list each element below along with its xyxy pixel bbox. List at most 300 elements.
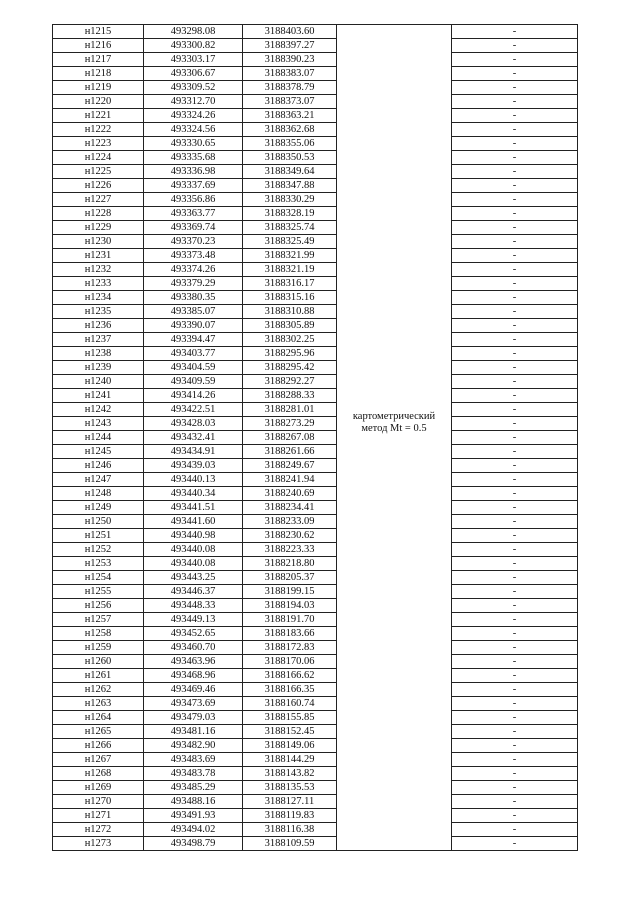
y-coordinate-cell: 3188310.88 bbox=[243, 305, 337, 319]
table-row bbox=[53, 333, 578, 347]
x-coordinate-cell: 493409.59 bbox=[144, 375, 243, 389]
y-coordinate-cell: 3188315.16 bbox=[243, 291, 337, 305]
point-number-cell: н1254 bbox=[53, 571, 144, 585]
y-coordinate-cell: 3188149.06 bbox=[243, 739, 337, 753]
point-number-cell: н1235 bbox=[53, 305, 144, 319]
y-coordinate-cell: 3188292.27 bbox=[243, 375, 337, 389]
y-coordinate-cell: 3188325.74 bbox=[243, 221, 337, 235]
x-coordinate-cell: 493498.79 bbox=[144, 837, 243, 851]
x-coordinate-cell: 493336.98 bbox=[144, 165, 243, 179]
x-coordinate-cell: 493452.65 bbox=[144, 627, 243, 641]
x-coordinate-cell: 493306.67 bbox=[144, 67, 243, 81]
y-coordinate-cell: 3188233.09 bbox=[243, 515, 337, 529]
point-number-cell: н1232 bbox=[53, 263, 144, 277]
table-row bbox=[53, 347, 578, 361]
table-row bbox=[53, 487, 578, 501]
y-coordinate-cell: 3188302.25 bbox=[243, 333, 337, 347]
x-coordinate-cell: 493373.48 bbox=[144, 249, 243, 263]
note-dash-cell: - bbox=[452, 277, 578, 291]
table-row bbox=[53, 319, 578, 333]
x-coordinate-cell: 493414.26 bbox=[144, 389, 243, 403]
note-dash-cell: - bbox=[452, 501, 578, 515]
y-coordinate-cell: 3188199.15 bbox=[243, 585, 337, 599]
y-coordinate-cell: 3188172.83 bbox=[243, 641, 337, 655]
note-dash-cell: - bbox=[452, 207, 578, 221]
note-dash-cell: - bbox=[452, 165, 578, 179]
x-coordinate-cell: 493300.82 bbox=[144, 39, 243, 53]
point-number-cell: н1229 bbox=[53, 221, 144, 235]
note-dash-cell: - bbox=[452, 221, 578, 235]
point-number-cell: н1246 bbox=[53, 459, 144, 473]
note-dash-cell: - bbox=[452, 697, 578, 711]
x-coordinate-cell: 493463.96 bbox=[144, 655, 243, 669]
point-number-cell: н1249 bbox=[53, 501, 144, 515]
point-number-cell: н1224 bbox=[53, 151, 144, 165]
point-number-cell: н1255 bbox=[53, 585, 144, 599]
note-dash-cell: - bbox=[452, 109, 578, 123]
table-row bbox=[53, 711, 578, 725]
point-number-cell: н1228 bbox=[53, 207, 144, 221]
note-dash-cell: - bbox=[452, 459, 578, 473]
note-dash-cell: - bbox=[452, 305, 578, 319]
point-number-cell: н1257 bbox=[53, 613, 144, 627]
table-row bbox=[53, 151, 578, 165]
y-coordinate-cell: 3188135.53 bbox=[243, 781, 337, 795]
table-row bbox=[53, 641, 578, 655]
note-dash-cell: - bbox=[452, 669, 578, 683]
note-dash-cell: - bbox=[452, 235, 578, 249]
note-dash-cell: - bbox=[452, 571, 578, 585]
point-number-cell: н1238 bbox=[53, 347, 144, 361]
table-row bbox=[53, 123, 578, 137]
y-coordinate-cell: 3188397.27 bbox=[243, 39, 337, 53]
note-dash-cell: - bbox=[452, 53, 578, 67]
table-row bbox=[53, 585, 578, 599]
note-dash-cell: - bbox=[452, 585, 578, 599]
note-dash-cell: - bbox=[452, 725, 578, 739]
y-coordinate-cell: 3188166.35 bbox=[243, 683, 337, 697]
y-coordinate-cell: 3188170.06 bbox=[243, 655, 337, 669]
table-row bbox=[53, 25, 578, 39]
note-dash-cell: - bbox=[452, 249, 578, 263]
y-coordinate-cell: 3188403.60 bbox=[243, 25, 337, 39]
table-row bbox=[53, 599, 578, 613]
x-coordinate-cell: 493491.93 bbox=[144, 809, 243, 823]
x-coordinate-cell: 493440.08 bbox=[144, 557, 243, 571]
table-row bbox=[53, 515, 578, 529]
table-row bbox=[53, 683, 578, 697]
point-number-cell: н1260 bbox=[53, 655, 144, 669]
point-number-cell: н1256 bbox=[53, 599, 144, 613]
table-row bbox=[53, 81, 578, 95]
table-row bbox=[53, 95, 578, 109]
table-row bbox=[53, 417, 578, 431]
x-coordinate-cell: 493404.59 bbox=[144, 361, 243, 375]
x-coordinate-cell: 493374.26 bbox=[144, 263, 243, 277]
method-note-line1: картометрический bbox=[352, 411, 436, 422]
point-number-cell: н1225 bbox=[53, 165, 144, 179]
table-row bbox=[53, 781, 578, 795]
x-coordinate-cell: 493440.34 bbox=[144, 487, 243, 501]
table-row bbox=[53, 263, 578, 277]
y-coordinate-cell: 3188373.07 bbox=[243, 95, 337, 109]
point-number-cell: н1216 bbox=[53, 39, 144, 53]
x-coordinate-cell: 493488.16 bbox=[144, 795, 243, 809]
point-number-cell: н1261 bbox=[53, 669, 144, 683]
note-dash-cell: - bbox=[452, 389, 578, 403]
note-dash-cell: - bbox=[452, 39, 578, 53]
y-coordinate-cell: 3188261.66 bbox=[243, 445, 337, 459]
y-coordinate-cell: 3188350.53 bbox=[243, 151, 337, 165]
x-coordinate-cell: 493394.47 bbox=[144, 333, 243, 347]
point-number-cell: н1221 bbox=[53, 109, 144, 123]
note-dash-cell: - bbox=[452, 599, 578, 613]
table-row bbox=[53, 165, 578, 179]
table-row bbox=[53, 767, 578, 781]
y-coordinate-cell: 3188281.01 bbox=[243, 403, 337, 417]
point-number-cell: н1243 bbox=[53, 417, 144, 431]
x-coordinate-cell: 493390.07 bbox=[144, 319, 243, 333]
note-dash-cell: - bbox=[452, 361, 578, 375]
point-number-cell: н1250 bbox=[53, 515, 144, 529]
note-dash-cell: - bbox=[452, 67, 578, 81]
point-number-cell: н1239 bbox=[53, 361, 144, 375]
point-number-cell: н1220 bbox=[53, 95, 144, 109]
note-dash-cell: - bbox=[452, 319, 578, 333]
point-number-cell: н1241 bbox=[53, 389, 144, 403]
point-number-cell: н1273 bbox=[53, 837, 144, 851]
x-coordinate-cell: 493460.70 bbox=[144, 641, 243, 655]
y-coordinate-cell: 3188273.29 bbox=[243, 417, 337, 431]
x-coordinate-cell: 493330.65 bbox=[144, 137, 243, 151]
x-coordinate-cell: 493309.52 bbox=[144, 81, 243, 95]
note-dash-cell: - bbox=[452, 641, 578, 655]
point-number-cell: н1245 bbox=[53, 445, 144, 459]
table-row bbox=[53, 627, 578, 641]
x-coordinate-cell: 493428.03 bbox=[144, 417, 243, 431]
note-dash-cell: - bbox=[452, 627, 578, 641]
table-row bbox=[53, 179, 578, 193]
x-coordinate-cell: 493483.78 bbox=[144, 767, 243, 781]
table-row bbox=[53, 249, 578, 263]
y-coordinate-cell: 3188321.99 bbox=[243, 249, 337, 263]
table-row bbox=[53, 655, 578, 669]
note-dash-cell: - bbox=[452, 193, 578, 207]
note-dash-cell: - bbox=[452, 795, 578, 809]
x-coordinate-cell: 493385.07 bbox=[144, 305, 243, 319]
y-coordinate-cell: 3188295.42 bbox=[243, 361, 337, 375]
y-coordinate-cell: 3188288.33 bbox=[243, 389, 337, 403]
x-coordinate-cell: 493494.02 bbox=[144, 823, 243, 837]
note-dash-cell: - bbox=[452, 683, 578, 697]
note-dash-cell: - bbox=[452, 445, 578, 459]
point-number-cell: н1253 bbox=[53, 557, 144, 571]
y-coordinate-cell: 3188205.37 bbox=[243, 571, 337, 585]
point-number-cell: н1222 bbox=[53, 123, 144, 137]
table-row bbox=[53, 697, 578, 711]
table-row bbox=[53, 823, 578, 837]
table-row bbox=[53, 207, 578, 221]
coordinates-table bbox=[52, 24, 578, 851]
note-dash-cell: - bbox=[452, 417, 578, 431]
note-dash-cell: - bbox=[452, 151, 578, 165]
table-row bbox=[53, 543, 578, 557]
note-dash-cell: - bbox=[452, 333, 578, 347]
table-row bbox=[53, 669, 578, 683]
x-coordinate-cell: 493481.16 bbox=[144, 725, 243, 739]
point-number-cell: н1226 bbox=[53, 179, 144, 193]
note-dash-cell: - bbox=[452, 739, 578, 753]
x-coordinate-cell: 493479.03 bbox=[144, 711, 243, 725]
point-number-cell: н1237 bbox=[53, 333, 144, 347]
coordinates-table-body bbox=[53, 25, 578, 851]
point-number-cell: н1251 bbox=[53, 529, 144, 543]
point-number-cell: н1236 bbox=[53, 319, 144, 333]
coordinates-sheet bbox=[52, 24, 574, 872]
y-coordinate-cell: 3188390.23 bbox=[243, 53, 337, 67]
point-number-cell: н1267 bbox=[53, 753, 144, 767]
table-row bbox=[53, 277, 578, 291]
x-coordinate-cell: 493370.23 bbox=[144, 235, 243, 249]
x-coordinate-cell: 493337.69 bbox=[144, 179, 243, 193]
y-coordinate-cell: 3188267.08 bbox=[243, 431, 337, 445]
y-coordinate-cell: 3188355.06 bbox=[243, 137, 337, 151]
table-row bbox=[53, 725, 578, 739]
point-number-cell: н1240 bbox=[53, 375, 144, 389]
table-row bbox=[53, 193, 578, 207]
note-dash-cell: - bbox=[452, 95, 578, 109]
table-row bbox=[53, 473, 578, 487]
note-dash-cell: - bbox=[452, 613, 578, 627]
note-dash-cell: - bbox=[452, 123, 578, 137]
table-row bbox=[53, 739, 578, 753]
note-dash-cell: - bbox=[452, 529, 578, 543]
note-dash-cell: - bbox=[452, 403, 578, 417]
point-number-cell: н1265 bbox=[53, 725, 144, 739]
point-number-cell: н1262 bbox=[53, 683, 144, 697]
point-number-cell: н1264 bbox=[53, 711, 144, 725]
y-coordinate-cell: 3188223.33 bbox=[243, 543, 337, 557]
y-coordinate-cell: 3188127.11 bbox=[243, 795, 337, 809]
point-number-cell: н1227 bbox=[53, 193, 144, 207]
table-row bbox=[53, 403, 578, 417]
point-number-cell: н1218 bbox=[53, 67, 144, 81]
x-coordinate-cell: 493422.51 bbox=[144, 403, 243, 417]
table-row bbox=[53, 53, 578, 67]
x-coordinate-cell: 493440.08 bbox=[144, 543, 243, 557]
table-row bbox=[53, 613, 578, 627]
point-number-cell: н1242 bbox=[53, 403, 144, 417]
table-row bbox=[53, 445, 578, 459]
x-coordinate-cell: 493432.41 bbox=[144, 431, 243, 445]
table-row bbox=[53, 361, 578, 375]
y-coordinate-cell: 3188116.38 bbox=[243, 823, 337, 837]
y-coordinate-cell: 3188363.21 bbox=[243, 109, 337, 123]
table-row bbox=[53, 431, 578, 445]
y-coordinate-cell: 3188295.96 bbox=[243, 347, 337, 361]
point-number-cell: н1272 bbox=[53, 823, 144, 837]
x-coordinate-cell: 493469.46 bbox=[144, 683, 243, 697]
note-dash-cell: - bbox=[452, 487, 578, 501]
note-dash-cell: - bbox=[452, 375, 578, 389]
note-dash-cell: - bbox=[452, 557, 578, 571]
note-dash-cell: - bbox=[452, 543, 578, 557]
point-number-cell: н1231 bbox=[53, 249, 144, 263]
x-coordinate-cell: 493485.29 bbox=[144, 781, 243, 795]
x-coordinate-cell: 493441.60 bbox=[144, 515, 243, 529]
y-coordinate-cell: 3188155.85 bbox=[243, 711, 337, 725]
x-coordinate-cell: 493380.35 bbox=[144, 291, 243, 305]
y-coordinate-cell: 3188321.19 bbox=[243, 263, 337, 277]
method-note-line2: метод Mt = 0.5 bbox=[361, 423, 427, 434]
x-coordinate-cell: 493298.08 bbox=[144, 25, 243, 39]
x-coordinate-cell: 493363.77 bbox=[144, 207, 243, 221]
note-dash-cell: - bbox=[452, 473, 578, 487]
point-number-cell: н1271 bbox=[53, 809, 144, 823]
table-row bbox=[53, 221, 578, 235]
point-number-cell: н1252 bbox=[53, 543, 144, 557]
note-dash-cell: - bbox=[452, 431, 578, 445]
y-coordinate-cell: 3188349.64 bbox=[243, 165, 337, 179]
x-coordinate-cell: 493303.17 bbox=[144, 53, 243, 67]
table-row bbox=[53, 291, 578, 305]
y-coordinate-cell: 3188240.69 bbox=[243, 487, 337, 501]
point-number-cell: н1258 bbox=[53, 627, 144, 641]
table-row bbox=[53, 753, 578, 767]
y-coordinate-cell: 3188166.62 bbox=[243, 669, 337, 683]
note-dash-cell: - bbox=[452, 823, 578, 837]
x-coordinate-cell: 493312.70 bbox=[144, 95, 243, 109]
x-coordinate-cell: 493403.77 bbox=[144, 347, 243, 361]
table-row bbox=[53, 109, 578, 123]
note-dash-cell: - bbox=[452, 809, 578, 823]
point-number-cell: н1234 bbox=[53, 291, 144, 305]
table-row bbox=[53, 837, 578, 851]
y-coordinate-cell: 3188234.41 bbox=[243, 501, 337, 515]
table-row bbox=[53, 809, 578, 823]
y-coordinate-cell: 3188328.19 bbox=[243, 207, 337, 221]
x-coordinate-cell: 493468.96 bbox=[144, 669, 243, 683]
y-coordinate-cell: 3188316.17 bbox=[243, 277, 337, 291]
y-coordinate-cell: 3188183.66 bbox=[243, 627, 337, 641]
note-dash-cell: - bbox=[452, 347, 578, 361]
y-coordinate-cell: 3188144.29 bbox=[243, 753, 337, 767]
point-number-cell: н1248 bbox=[53, 487, 144, 501]
table-row bbox=[53, 501, 578, 515]
y-coordinate-cell: 3188160.74 bbox=[243, 697, 337, 711]
table-row bbox=[53, 305, 578, 319]
y-coordinate-cell: 3188249.67 bbox=[243, 459, 337, 473]
note-dash-cell: - bbox=[452, 837, 578, 851]
point-number-cell: н1247 bbox=[53, 473, 144, 487]
y-coordinate-cell: 3188218.80 bbox=[243, 557, 337, 571]
point-number-cell: н1233 bbox=[53, 277, 144, 291]
note-dash-cell: - bbox=[452, 753, 578, 767]
x-coordinate-cell: 493335.68 bbox=[144, 151, 243, 165]
x-coordinate-cell: 493440.13 bbox=[144, 473, 243, 487]
point-number-cell: н1263 bbox=[53, 697, 144, 711]
table-row bbox=[53, 375, 578, 389]
y-coordinate-cell: 3188325.49 bbox=[243, 235, 337, 249]
y-coordinate-cell: 3188194.03 bbox=[243, 599, 337, 613]
note-dash-cell: - bbox=[452, 767, 578, 781]
point-number-cell: н1217 bbox=[53, 53, 144, 67]
y-coordinate-cell: 3188109.59 bbox=[243, 837, 337, 851]
point-number-cell: н1215 bbox=[53, 25, 144, 39]
x-coordinate-cell: 493449.13 bbox=[144, 613, 243, 627]
y-coordinate-cell: 3188241.94 bbox=[243, 473, 337, 487]
x-coordinate-cell: 493324.56 bbox=[144, 123, 243, 137]
point-number-cell: н1266 bbox=[53, 739, 144, 753]
x-coordinate-cell: 493482.90 bbox=[144, 739, 243, 753]
y-coordinate-cell: 3188383.07 bbox=[243, 67, 337, 81]
table-row bbox=[53, 39, 578, 53]
y-coordinate-cell: 3188347.88 bbox=[243, 179, 337, 193]
x-coordinate-cell: 493448.33 bbox=[144, 599, 243, 613]
x-coordinate-cell: 493443.25 bbox=[144, 571, 243, 585]
note-dash-cell: - bbox=[452, 781, 578, 795]
y-coordinate-cell: 3188230.62 bbox=[243, 529, 337, 543]
point-number-cell: н1219 bbox=[53, 81, 144, 95]
table-row bbox=[53, 137, 578, 151]
x-coordinate-cell: 493441.51 bbox=[144, 501, 243, 515]
point-number-cell: н1269 bbox=[53, 781, 144, 795]
point-number-cell: н1268 bbox=[53, 767, 144, 781]
note-dash-cell: - bbox=[452, 137, 578, 151]
x-coordinate-cell: 493439.03 bbox=[144, 459, 243, 473]
x-coordinate-cell: 493446.37 bbox=[144, 585, 243, 599]
y-coordinate-cell: 3188191.70 bbox=[243, 613, 337, 627]
table-row bbox=[53, 67, 578, 81]
table-row bbox=[53, 235, 578, 249]
note-dash-cell: - bbox=[452, 179, 578, 193]
y-coordinate-cell: 3188119.83 bbox=[243, 809, 337, 823]
y-coordinate-cell: 3188305.89 bbox=[243, 319, 337, 333]
x-coordinate-cell: 493324.26 bbox=[144, 109, 243, 123]
point-number-cell: н1230 bbox=[53, 235, 144, 249]
table-row bbox=[53, 571, 578, 585]
x-coordinate-cell: 493434.91 bbox=[144, 445, 243, 459]
table-row bbox=[53, 795, 578, 809]
note-dash-cell: - bbox=[452, 263, 578, 277]
x-coordinate-cell: 493473.69 bbox=[144, 697, 243, 711]
x-coordinate-cell: 493356.86 bbox=[144, 193, 243, 207]
x-coordinate-cell: 493369.74 bbox=[144, 221, 243, 235]
note-dash-cell: - bbox=[452, 291, 578, 305]
method-cell bbox=[337, 25, 452, 851]
y-coordinate-cell: 3188362.68 bbox=[243, 123, 337, 137]
table-row bbox=[53, 529, 578, 543]
y-coordinate-cell: 3188330.29 bbox=[243, 193, 337, 207]
y-coordinate-cell: 3188378.79 bbox=[243, 81, 337, 95]
table-row bbox=[53, 557, 578, 571]
x-coordinate-cell: 493440.98 bbox=[144, 529, 243, 543]
point-number-cell: н1244 bbox=[53, 431, 144, 445]
y-coordinate-cell: 3188152.45 bbox=[243, 725, 337, 739]
table-row bbox=[53, 389, 578, 403]
point-number-cell: н1223 bbox=[53, 137, 144, 151]
note-dash-cell: - bbox=[452, 711, 578, 725]
y-coordinate-cell: 3188143.82 bbox=[243, 767, 337, 781]
note-dash-cell: - bbox=[452, 655, 578, 669]
point-number-cell: н1259 bbox=[53, 641, 144, 655]
point-number-cell: н1270 bbox=[53, 795, 144, 809]
x-coordinate-cell: 493379.29 bbox=[144, 277, 243, 291]
table-row bbox=[53, 459, 578, 473]
note-dash-cell: - bbox=[452, 81, 578, 95]
note-dash-cell: - bbox=[452, 25, 578, 39]
method-cell-spacer bbox=[337, 25, 451, 411]
